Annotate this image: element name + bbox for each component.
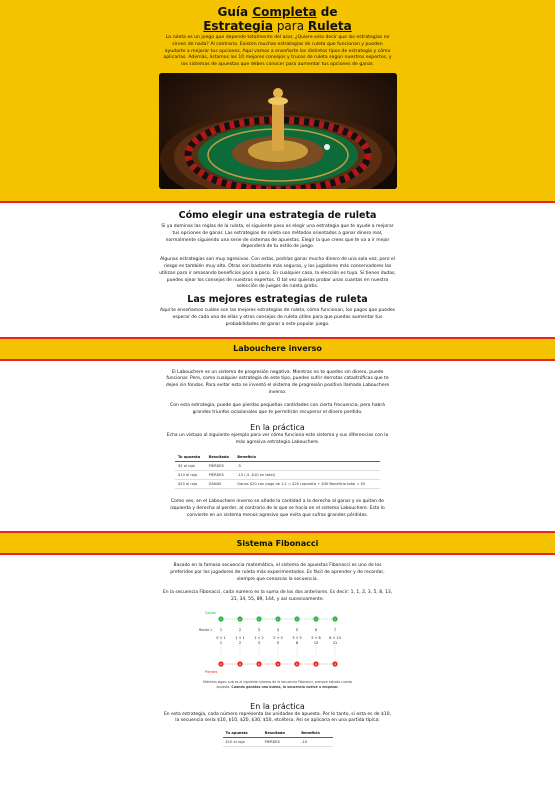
paragraph: Si ya dominas las reglas de la ruleta, el siguiente paso es elegir una estrategia que te ayude a mejorar tus opciones de ganar. Las estrategias de ruleta son métodos orientados a ganar dinero real, normalmente siguiendo una serie de sistemas de apuestas. Elegir la que crees que te va a ir mejor dependerá de tu estilo de juego. bbox=[161, 224, 394, 250]
title-text: Guía bbox=[217, 5, 253, 19]
table-row bbox=[223, 738, 333, 747]
banner-title: Sistema Fibonacci bbox=[236, 538, 319, 548]
table-cell: $10 al rojo bbox=[175, 470, 206, 479]
paragraph: Con esta estrategia, puede que pierdas pequeñas cantidades con cierta frecuencia, pero habrá grandes triunfos ocasionales que te permitirán recuperar el dinero perdido. bbox=[170, 402, 385, 415]
table-row bbox=[175, 479, 380, 488]
labouchere-banner bbox=[0, 337, 555, 361]
subheading: En la práctica bbox=[250, 701, 305, 711]
diagram-caption bbox=[203, 680, 353, 689]
column-header: Tu apuesta bbox=[223, 729, 262, 738]
x-glyph: ✕ bbox=[257, 662, 260, 667]
paragraph: En esta estrategia, cada número representa las unidades de apuesta. Por lo tanto, si esta es de $10, la secuencia sería $10, $10, $20, $30, $50, etcétera. Así se aplicaría en una partida típica: bbox=[163, 711, 392, 724]
title-text: Completa bbox=[252, 5, 317, 19]
table-cell: GANAS bbox=[206, 479, 235, 488]
x-glyph: ✕ bbox=[219, 662, 222, 667]
win-label: Ganas bbox=[204, 611, 216, 616]
table-cell: -5 bbox=[234, 461, 380, 470]
paragraph: Aquí te enseñamos cuáles son las mejores estrategias de ruleta, cómo funcionan, los pagos que puedes esperar de cada una de ellas y otros consejos de ruleta útiles para que puedas aumentar tus probabilidades de ganar a este popular juego. bbox=[160, 308, 395, 327]
x-glyph: ✕ bbox=[276, 662, 279, 667]
column-header: Beneficio bbox=[298, 729, 332, 738]
step-result: 2 bbox=[238, 641, 241, 646]
table-cell: $10 al rojo bbox=[223, 738, 262, 747]
paragraph: Algunas estrategias son muy agresivas. Con estas, podrías ganar mucho dinero de una sola vez, pero el riesgo es también muy alto. Otras son bastante más seguras, y los jugadores más conservadores las utilizan para ir amasando beneficios poco a poco. En cualquier caso, la elección es tuya. Si tienes dudas, puedes ojear los consejos de nuestros expertos. O tal vez quieras probar unas cuantas en nuestra selección de juegos de ruleta gratis. bbox=[159, 257, 396, 290]
check-glyph: ✓ bbox=[333, 617, 336, 622]
x-glyph: ✕ bbox=[333, 662, 336, 667]
hero-section bbox=[0, 0, 555, 203]
table-cell: -10 bbox=[298, 738, 332, 747]
table-row bbox=[175, 470, 380, 479]
step-result: 1 bbox=[219, 641, 222, 646]
step-result: 3 bbox=[257, 641, 260, 646]
check-glyph: ✓ bbox=[257, 617, 260, 622]
x-glyph: ✕ bbox=[314, 662, 317, 667]
step-sum: 8 + 13 bbox=[328, 636, 341, 641]
check-glyph: ✓ bbox=[276, 617, 279, 622]
step-result: 13 bbox=[313, 641, 318, 646]
subheading: En la práctica bbox=[250, 423, 305, 433]
table-header-row bbox=[223, 729, 333, 738]
step-sum: 1 + 1 bbox=[234, 636, 245, 641]
choose-strategy-section bbox=[0, 203, 555, 329]
step-number: 4 bbox=[276, 628, 279, 633]
title-text: Estrategia bbox=[203, 19, 273, 33]
caption-text-bold: Cuando ganatas una buena, la secuencia vuelve a empezar. bbox=[231, 684, 339, 689]
fibonacci-table bbox=[223, 729, 333, 747]
step-number: 3 bbox=[257, 628, 260, 633]
paragraph: Como ves, en el Labouchere inverso se añade la cantidad a la derecha al ganar y se quitan de izquierda y derecha al perder, al contrario de lo que se hacía en el sistema Labouchere. Esto lo convierte en un sistema menos agresivo que evita que sufras grandes pérdidas. bbox=[170, 498, 385, 518]
fibonacci-banner bbox=[0, 531, 555, 555]
column-header: Beneficio bbox=[234, 453, 380, 462]
step-result: 21 bbox=[332, 641, 337, 646]
intro-paragraph: La ruleta es un juego que depende totalmente del azar. ¿Quiere esto decir que las estrategias no sirven de nada? Al contrario. Existen muchas estrategias de ruleta que funcionan y pueden ayudarte a mejorar tus opciones. Aquí vamos a enseñarte los distintos tipos de estrategia y cómo aplicarlas. Además, listamos los 10 mejores consejos y trucos de ruleta según nuestros expertos, y los sistemas de apuestas que debes conocer para aumentar tus opciones de ganar. bbox=[163, 35, 392, 68]
column-header: Tu apuesta bbox=[175, 453, 206, 462]
title-text: Ruleta bbox=[307, 19, 352, 33]
caption-text: Mientras sigas: sub es el siguiente número de la secuencia Fibonacci, siempre estrata cuanto apuesta. bbox=[202, 680, 353, 689]
title-text: de bbox=[316, 5, 338, 19]
check-glyph: ✓ bbox=[219, 617, 222, 622]
paragraph: En la secuencia Fibonacci, cada número es la suma de los dos anteriores. Es decir: 1, 1, 2, 3, 5, 8, 13, 21, 34, 55, 89, 144, y así sucesivamente. bbox=[162, 589, 393, 602]
step-sum: 1 + 2 bbox=[253, 636, 264, 641]
banner-title: Labouchere inverso bbox=[233, 344, 322, 354]
step-result: 8 bbox=[295, 641, 298, 646]
section-heading: Las mejores estrategias de ruleta bbox=[187, 294, 368, 306]
step-sum: 5 + 8 bbox=[310, 636, 321, 641]
section-heading: Cómo elegir una estrategia de ruleta bbox=[178, 210, 377, 221]
step-result: 5 bbox=[276, 641, 279, 646]
table-header-row bbox=[175, 453, 380, 462]
table-cell: PIERDES bbox=[206, 461, 235, 470]
column-header: Resultado bbox=[206, 453, 235, 462]
check-glyph: ✓ bbox=[314, 617, 317, 622]
table-cell: $20 al rojo bbox=[175, 479, 206, 488]
step-sum: 0 + 1 bbox=[215, 636, 226, 641]
table-cell: $5 al rojo bbox=[175, 461, 206, 470]
labouchere-section bbox=[0, 361, 555, 520]
table-cell: PIERDES bbox=[262, 738, 299, 747]
column-header: Resultado bbox=[262, 729, 299, 738]
x-glyph: ✕ bbox=[238, 662, 241, 667]
step-number: 5 bbox=[295, 628, 298, 633]
check-glyph: ✓ bbox=[238, 617, 241, 622]
step-sum: 2 + 3 bbox=[272, 636, 283, 641]
step-number: 1 bbox=[219, 628, 222, 633]
step-number: 7 bbox=[333, 628, 336, 633]
table-cell: PIERDES bbox=[206, 470, 235, 479]
table-row bbox=[175, 461, 380, 470]
paragraph: El Labouchere es un sistema de progresión negativa. Mientras no te quedes sin dinero, puede funcionar. Pero, como cualquier estrategia de este tipo, puedes sufrir derrotas catastróficas que te dejen sin fondos. Para evitar esto se inventó el sistema de progresión positiva llamado Labouchere inverso. bbox=[165, 369, 390, 395]
fibonacci-section bbox=[0, 555, 555, 747]
round-label: Ronda 1 bbox=[198, 628, 212, 633]
paragraph: Basado en la famosa secuencia matemática, el sistema de apuestas Fibonacci es uno de los preferidos por los jugadores de ruleta más experimentados. Es fácil de aprender y de recordar, siempre que conozcas la secuencia. bbox=[170, 563, 385, 582]
fibonacci-diagram bbox=[193, 609, 363, 674]
table-cell: Ganas $20 con pago de 1:1 = $20 (apuesta + $40 Beneficio total = $5 bbox=[234, 479, 380, 488]
check-glyph: ✓ bbox=[295, 617, 298, 622]
paragraph: Echa un vistazo al siguiente ejemplo para ver cómo funciona este sistema y sus diferencias con la más agresiva estrategia Labouchere. bbox=[166, 433, 389, 446]
title-text: para bbox=[273, 19, 308, 33]
roulette-wheel-image bbox=[159, 73, 397, 189]
table-cell: -15 (-5 -$10 en total) bbox=[234, 470, 380, 479]
lose-label: Pierdes bbox=[204, 670, 217, 675]
step-number: 6 bbox=[314, 628, 317, 633]
step-number: 2 bbox=[238, 628, 241, 633]
step-sum: 3 + 5 bbox=[291, 636, 302, 641]
x-glyph: ✕ bbox=[295, 662, 298, 667]
labouchere-table bbox=[175, 453, 380, 489]
page-title bbox=[0, 5, 555, 33]
